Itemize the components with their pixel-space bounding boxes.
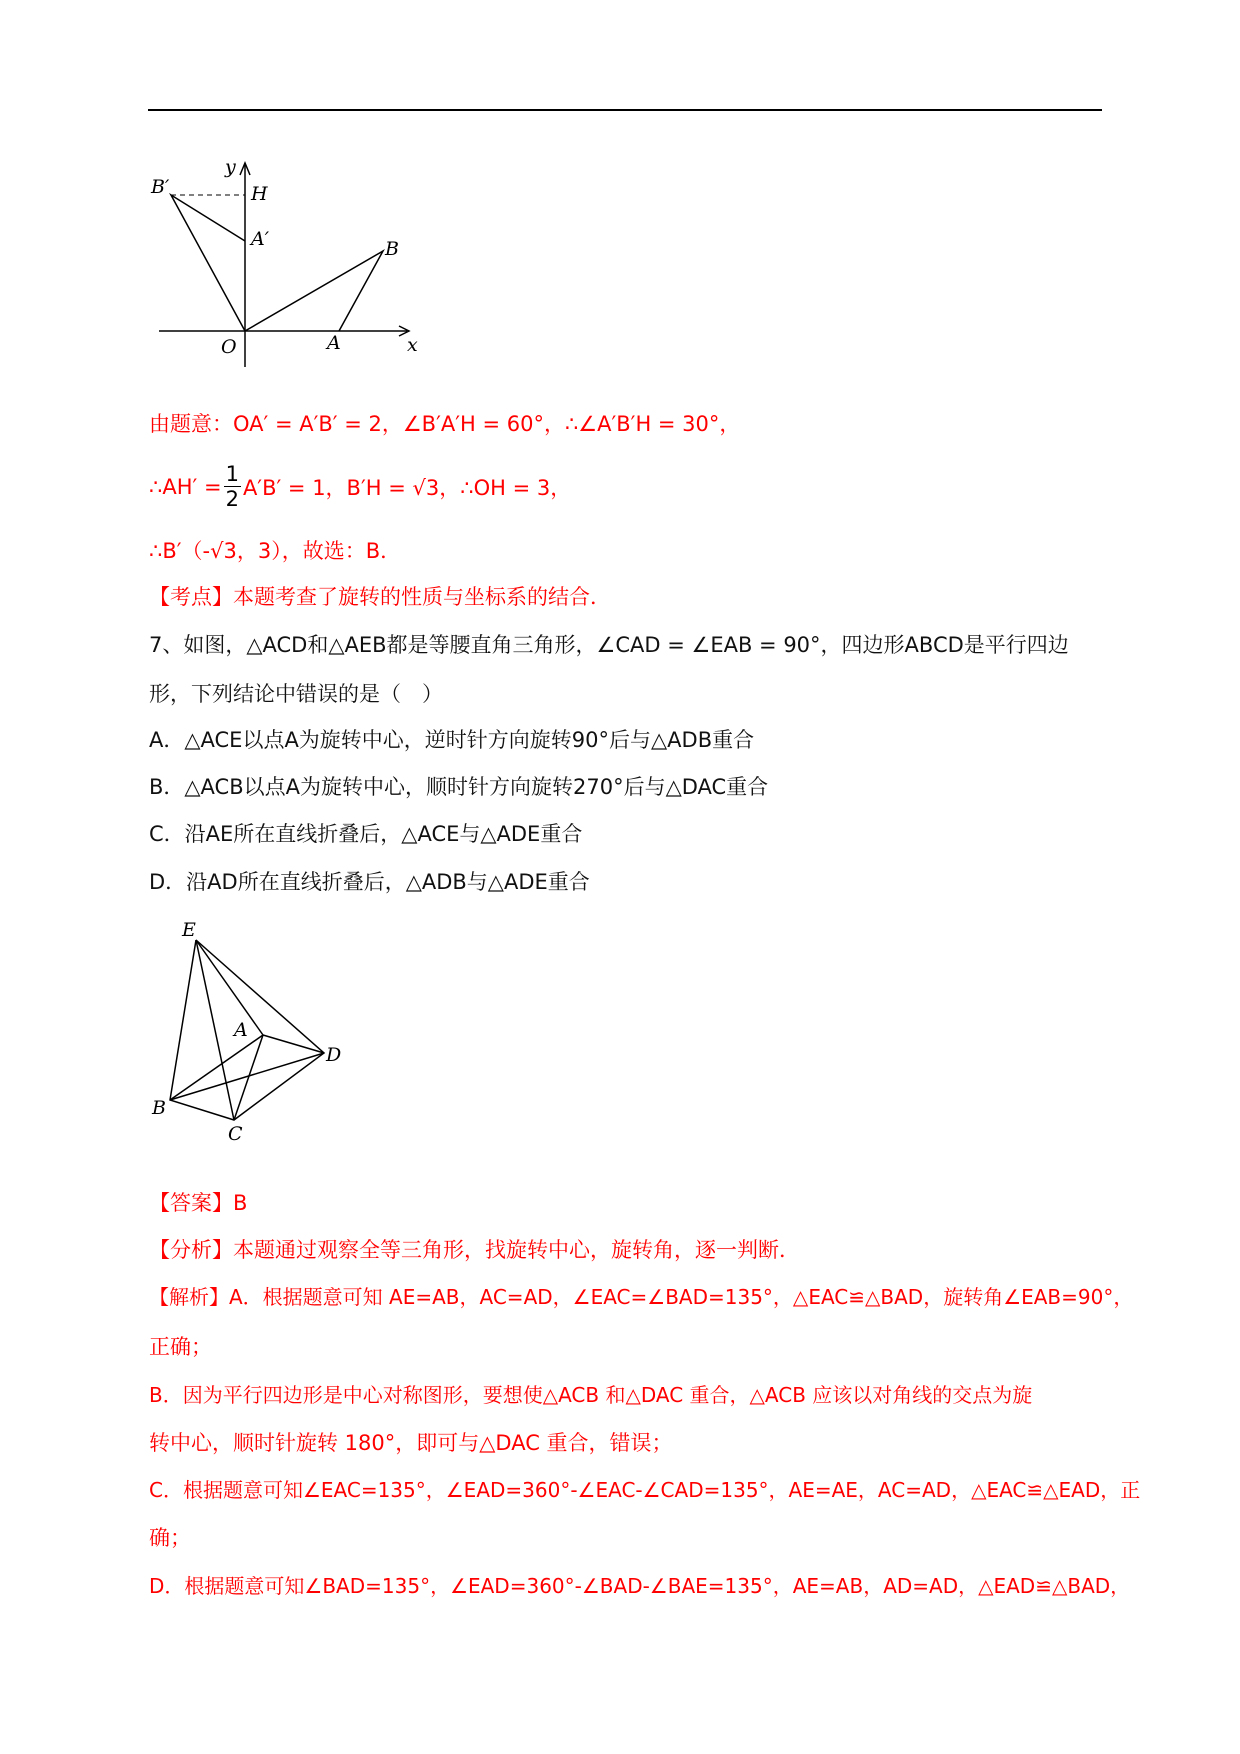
explain-b: B．因为平行四边形是中心对称图形，要想使△ACB 和△DAC 重合，△ACB 应该以对角线的交点为旋 xyxy=(149,1383,1033,1407)
triangle-oa-b-prime xyxy=(171,195,245,331)
question-stem: 形，下列结论中错误的是（ ） xyxy=(149,682,443,706)
coordinate-figure xyxy=(145,155,435,375)
label: x xyxy=(407,334,418,356)
kaodian: 【考点】本题考查了旋转的性质与坐标系的结合． xyxy=(149,585,611,609)
answer: 【答案】B xyxy=(149,1191,248,1215)
text: A′B′ = 1，B′H = √3，∴OH = 3， xyxy=(242,475,572,500)
segment-ba xyxy=(170,1035,263,1100)
triangle-oab xyxy=(245,251,383,331)
solution-line-3: ∴B′（-√3，3），故选：B． xyxy=(149,539,402,563)
text: ∴AH′ = xyxy=(149,474,222,499)
explain-a: 【解析】A．根据题意可知 AE=AB，AC=AD，∠EAC=∠BAD=135°，△EAC≌△BAD，旋转角∠EAB=90°， xyxy=(149,1285,1134,1309)
option-b: B．△ACB以点A为旋转中心，顺时针方向旋转270°后与△DAC重合 xyxy=(149,775,769,799)
label: B′ xyxy=(151,176,170,198)
question-stem: 7、如图，△ACD和△AEB都是等腰直角三角形，∠CAD = ∠EAB = 90°，四边形ABCD是平行四边 xyxy=(149,633,1069,657)
explain-d: D．根据题意可知∠BAD=135°，∠EAD=360°-∠BAD-∠BAE=135°，AE=AB，AD=AD，△EAD≌△BAD， xyxy=(149,1574,1131,1598)
label: E xyxy=(182,919,196,941)
segment-ac xyxy=(234,1035,263,1120)
explain-c: C．根据题意可知∠EAC=135°，∠EAD=360°-∠EAC-∠CAD=135°，AE=AE，AC=AD，△EAC≌△EAD，正 xyxy=(149,1478,1141,1502)
parallelogram-figure xyxy=(148,915,358,1150)
label: A xyxy=(234,1019,248,1041)
label: A xyxy=(327,332,341,354)
label: B xyxy=(385,238,399,260)
label: A′ xyxy=(251,228,270,250)
fraction-denominator: 2 xyxy=(225,487,239,511)
analysis: 【分析】本题通过观察全等三角形，找旋转中心，旋转角，逐一判断． xyxy=(149,1238,800,1262)
option-a: A．△ACE以点A为旋转中心，逆时针方向旋转90°后与△ADB重合 xyxy=(149,728,755,752)
segment-bd xyxy=(170,1053,324,1100)
label: H xyxy=(251,183,268,205)
solution-line-2 xyxy=(149,462,571,511)
label: D xyxy=(326,1044,342,1066)
label: y xyxy=(225,156,236,178)
fraction xyxy=(224,462,241,511)
header-rule xyxy=(148,109,1102,111)
explain-c-cont: 确； xyxy=(149,1526,191,1550)
explain-a-cont: 正确； xyxy=(149,1335,212,1359)
label: O xyxy=(221,336,237,358)
option-c: C．沿AE所在直线折叠后，△ACE与△ADE重合 xyxy=(149,822,583,846)
fraction-numerator: 1 xyxy=(225,462,239,486)
label: B xyxy=(152,1097,166,1119)
explain-b-cont: 转中心，顺时针旋转 180°，即可与△DAC 重合，错误； xyxy=(149,1431,673,1455)
option-d: D．沿AD所在直线折叠后，△ADB与△ADE重合 xyxy=(149,870,590,894)
label: C xyxy=(228,1123,243,1145)
solution-line-1: 由题意：OA′ = A′B′ = 2，∠B′A′H = 60°，∴∠A′B′H = 30°， xyxy=(149,412,741,436)
